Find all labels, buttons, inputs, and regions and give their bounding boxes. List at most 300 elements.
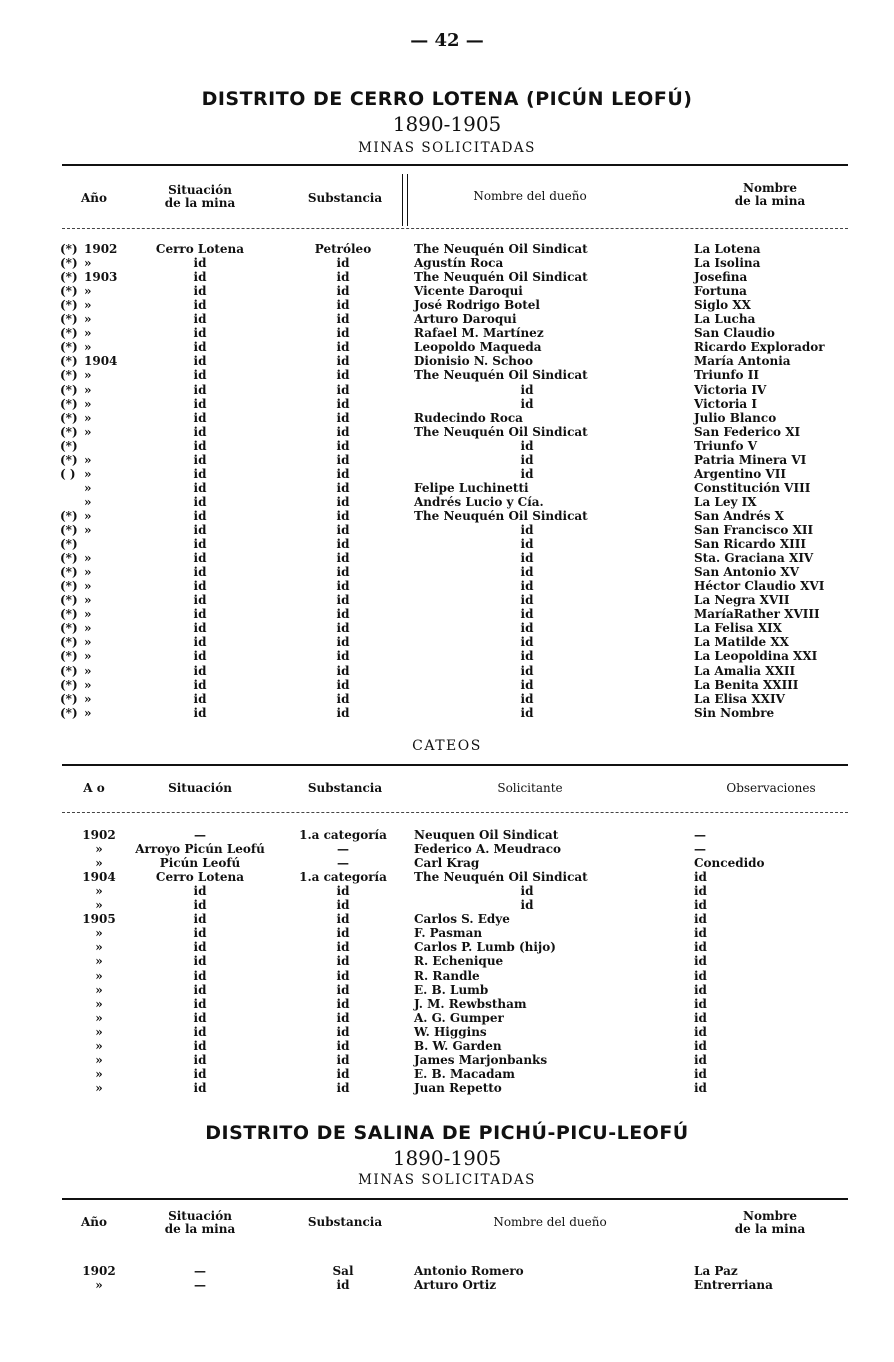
mine-name-cell: San Francisco XII <box>694 523 814 537</box>
situation-cell: id <box>193 326 207 341</box>
situation-cell: id <box>193 1066 207 1081</box>
substance-cell: id <box>336 256 350 271</box>
year-cell: » <box>95 1066 103 1081</box>
table-row <box>0 607 894 621</box>
table-row <box>0 326 894 340</box>
observation-cell: — <box>694 828 706 842</box>
table-row <box>0 523 894 537</box>
situation-cell: id <box>193 1052 207 1067</box>
situation-cell: id <box>193 466 207 481</box>
table-row <box>0 1081 894 1095</box>
situation-cell: id <box>193 621 207 636</box>
table-row <box>0 425 894 439</box>
substance-cell: 1.a categoría <box>299 870 387 885</box>
table-row <box>0 495 894 509</box>
table-top-rule <box>62 164 848 166</box>
mark-cell: (*) <box>60 551 78 566</box>
year-cell: » <box>95 842 103 857</box>
owner-cell: id <box>520 396 534 411</box>
table-row <box>0 537 894 551</box>
mine-name-cell: La Matilde XX <box>694 635 789 650</box>
mark-cell: (*) <box>60 649 78 664</box>
year-cell: » <box>84 663 92 678</box>
situation-cell: id <box>193 940 207 955</box>
substance-cell: id <box>336 663 350 678</box>
owner-cell: id <box>520 382 534 397</box>
mine-name-cell: La Benita XXIII <box>694 677 799 692</box>
substance-cell: id <box>336 410 350 425</box>
situation-cell: id <box>193 256 207 271</box>
owner-cell: Vicente Daroqui <box>414 284 523 299</box>
year-cell: » <box>95 856 103 871</box>
applicant-cell: Carlos S. Edye <box>414 912 510 927</box>
year-cell: » <box>84 340 92 355</box>
observation-cell: id <box>694 1038 707 1053</box>
table-row <box>0 340 894 354</box>
observation-cell: id <box>694 912 707 927</box>
table-row <box>0 997 894 1011</box>
district-2-title: DISTRITO DE SALINA DE PICHÚ-PICU-LEOFÚ <box>205 1122 689 1144</box>
mine-name-cell: La Lotena <box>694 242 761 256</box>
situation-cell: id <box>193 368 207 383</box>
year-cell: » <box>84 579 92 594</box>
situation-cell: id <box>193 1038 207 1053</box>
applicant-cell: R. Randle <box>414 968 480 983</box>
year-cell: » <box>95 940 103 955</box>
situation-cell: id <box>193 396 207 411</box>
substance-cell: id <box>336 284 350 299</box>
situation-cell: id <box>193 968 207 983</box>
owner-cell: id <box>520 677 534 692</box>
owner-cell: Rafael M. Martínez <box>414 326 544 341</box>
observation-cell: id <box>694 1010 707 1025</box>
owner-cell: id <box>520 537 534 552</box>
mark-cell: (*) <box>60 382 78 397</box>
owner-cell: The Neuquén Oil Sindicat <box>414 242 588 256</box>
substance-cell: id <box>336 354 350 369</box>
owner-cell: id <box>520 579 534 594</box>
substance-cell: id <box>336 579 350 594</box>
year-cell: » <box>84 621 92 636</box>
year-cell: 1904 <box>82 870 116 885</box>
situation-cell: id <box>193 649 207 664</box>
owner-cell: Felipe Luchinetti <box>414 480 529 495</box>
substance-cell: id <box>336 593 350 608</box>
table-row <box>0 912 894 926</box>
header-situation: Situación de la mina <box>164 183 236 210</box>
table-row <box>0 579 894 593</box>
table-row <box>0 898 894 912</box>
substance-cell: id <box>336 940 350 955</box>
table-row <box>0 649 894 663</box>
table-row <box>0 411 894 425</box>
situation-cell: id <box>193 340 207 355</box>
cateos-title: CATEOS <box>412 738 482 754</box>
applicant-cell: W. Higgins <box>414 1024 487 1039</box>
applicant-cell: F. Pasman <box>414 926 483 941</box>
mine-name-cell: La Amalia XXII <box>694 663 796 678</box>
situation-cell: id <box>193 270 207 285</box>
table-row <box>0 983 894 997</box>
situation-cell: id <box>193 898 207 913</box>
owner-cell: id <box>520 466 534 481</box>
applicant-cell: id <box>520 884 534 899</box>
situation-cell: id <box>193 523 207 537</box>
substance-cell: id <box>336 565 350 580</box>
substance-cell: id <box>336 551 350 566</box>
situation-cell: id <box>193 452 207 467</box>
year-cell: » <box>95 1024 103 1039</box>
owner-cell: id <box>520 663 534 678</box>
cateos-top-rule <box>62 764 848 766</box>
mark-cell: (*) <box>60 691 78 706</box>
situation-cell: id <box>193 382 207 397</box>
year-cell: » <box>95 1010 103 1025</box>
d2-header-situation: Situación de la mina <box>164 1209 236 1236</box>
header-year: Año <box>80 191 108 205</box>
substance-cell: id <box>336 1066 350 1081</box>
mark-cell: (*) <box>60 635 78 650</box>
mine-name-cell: La Elisa XXIV <box>694 691 785 706</box>
substance-cell: id <box>336 1080 350 1095</box>
substance-cell: id <box>336 466 350 481</box>
owner-cell: Antonio Romero <box>414 1264 524 1278</box>
mark-cell: (*) <box>60 621 78 636</box>
table-row <box>0 870 894 884</box>
situation-cell: id <box>193 312 207 327</box>
year-cell: 1903 <box>84 270 118 285</box>
year-cell: » <box>84 298 92 313</box>
year-cell: » <box>95 968 103 983</box>
mine-name-cell: Héctor Claudio XVI <box>694 579 825 594</box>
situation-cell: id <box>193 565 207 580</box>
owner-cell: id <box>520 523 534 537</box>
situation-cell: — <box>194 1264 206 1278</box>
mark-cell: (*) <box>60 284 78 299</box>
table-row <box>0 1011 894 1025</box>
situation-cell: id <box>193 884 207 899</box>
mark-cell: (*) <box>60 508 78 523</box>
substance-cell: id <box>336 368 350 383</box>
year-cell: » <box>95 982 103 997</box>
observation-cell: id <box>694 1066 707 1081</box>
mine-name-cell: Argentino VII <box>694 466 786 481</box>
owner-cell: id <box>520 705 534 720</box>
table-row <box>0 453 894 467</box>
situation-cell: id <box>193 607 207 622</box>
substance-cell: id <box>336 649 350 664</box>
year-cell: » <box>84 691 92 706</box>
applicant-cell: Carl Krag <box>414 856 480 871</box>
observation-cell: id <box>694 926 707 941</box>
owner-cell: Arturo Ortiz <box>414 1278 497 1293</box>
mark-cell: (*) <box>60 298 78 313</box>
year-cell: 1902 <box>82 1264 116 1278</box>
table-row <box>0 284 894 298</box>
mark-cell: (*) <box>60 523 78 537</box>
cateos-header-observations: Observaciones <box>726 781 816 795</box>
substance-cell: id <box>336 926 350 941</box>
cateos-header-bottom-rule <box>62 812 848 813</box>
year-cell: » <box>84 284 92 299</box>
applicant-cell: J. M. Rewbstham <box>414 996 527 1011</box>
applicant-cell: Juan Repetto <box>414 1080 502 1095</box>
mark-cell: (*) <box>60 663 78 678</box>
table-row <box>0 1278 894 1292</box>
owner-cell: Agustín Roca <box>414 256 504 271</box>
table-row <box>0 397 894 411</box>
situation-cell: id <box>193 982 207 997</box>
mark-cell: (*) <box>60 424 78 439</box>
substance-cell: id <box>336 508 350 523</box>
substance-cell: id <box>336 1278 350 1293</box>
year-cell: » <box>84 480 92 495</box>
table-row <box>0 593 894 607</box>
owner-cell: id <box>520 635 534 650</box>
table-row <box>0 954 894 968</box>
substance-cell: id <box>336 340 350 355</box>
page-number: — 42 — <box>410 30 484 51</box>
mine-name-cell: MaríaRather XVIII <box>694 607 820 622</box>
applicant-cell: E. B. Lumb <box>414 982 489 997</box>
table-row <box>0 368 894 382</box>
observation-cell: id <box>694 1024 707 1039</box>
situation-cell: id <box>193 537 207 552</box>
situation-cell: id <box>193 1010 207 1025</box>
observation-cell: id <box>694 884 707 899</box>
year-cell: » <box>84 677 92 692</box>
mine-name-cell: Sin Nombre <box>694 705 775 720</box>
observation-cell: id <box>694 954 707 969</box>
mark-cell: (*) <box>60 537 78 552</box>
situation-cell: id <box>193 691 207 706</box>
district-2-top-rule <box>62 1198 848 1200</box>
situation-cell: id <box>193 480 207 495</box>
substance-cell: id <box>336 494 350 509</box>
mark-cell: (*) <box>60 340 78 355</box>
mine-name-cell: Josefina <box>694 270 748 285</box>
observation-cell: Concedido <box>694 856 765 871</box>
applicant-cell: Carlos P. Lumb (hijo) <box>414 940 556 955</box>
table-row <box>0 242 894 256</box>
situation-cell: id <box>193 996 207 1011</box>
mark-cell: (*) <box>60 677 78 692</box>
year-cell: » <box>84 466 92 481</box>
d2-header-substance: Substancia <box>307 1215 383 1229</box>
table-row <box>0 312 894 326</box>
year-cell: » <box>95 884 103 899</box>
year-cell: » <box>84 494 92 509</box>
situation-cell: id <box>193 298 207 313</box>
year-cell: » <box>84 396 92 411</box>
observation-cell: id <box>694 940 707 955</box>
year-cell: » <box>95 1080 103 1095</box>
year-cell: » <box>84 565 92 580</box>
header-mine-name: Nombre de la mina <box>734 181 806 208</box>
owner-cell: The Neuquén Oil Sindicat <box>414 368 588 383</box>
owner-cell: Dionisio N. Schoo <box>414 354 534 369</box>
owner-cell: The Neuquén Oil Sindicat <box>414 270 588 285</box>
d2-header-mine-name: Nombre de la mina <box>734 1209 806 1236</box>
year-cell: 1902 <box>82 828 116 842</box>
mark-cell: (*) <box>60 396 78 411</box>
mark-cell: (*) <box>60 354 78 369</box>
mark-cell: (*) <box>60 705 78 720</box>
year-cell: » <box>84 382 92 397</box>
table-row <box>0 298 894 312</box>
table-row <box>0 678 894 692</box>
substance-cell: id <box>336 523 350 537</box>
year-cell: » <box>84 523 92 537</box>
substance-cell: id <box>336 954 350 969</box>
mine-name-cell: San Claudio <box>694 326 775 341</box>
district-2-subtitle: MINAS SOLICITADAS <box>358 1172 536 1188</box>
situation-cell: id <box>193 551 207 566</box>
table-row <box>0 1025 894 1039</box>
situation-cell: — <box>194 828 206 842</box>
table-row <box>0 706 894 720</box>
year-cell: » <box>84 593 92 608</box>
year-cell: » <box>84 705 92 720</box>
mine-name-cell: Siglo XX <box>694 298 751 313</box>
mine-name-cell: La Lucha <box>694 312 756 327</box>
mine-name-cell: La Isolina <box>694 256 761 271</box>
substance-cell: id <box>336 982 350 997</box>
substance-cell: id <box>336 1024 350 1039</box>
table-row <box>0 940 894 954</box>
substance-cell: id <box>336 382 350 397</box>
table-row <box>0 842 894 856</box>
applicant-cell: The Neuquén Oil Sindicat <box>414 870 588 885</box>
table-row <box>0 1264 894 1278</box>
year-cell: » <box>84 368 92 383</box>
district-1-title: DISTRITO DE CERRO LOTENA (PICÚN LEOFÚ) <box>201 88 693 110</box>
substance-cell: id <box>336 691 350 706</box>
table-row <box>0 551 894 565</box>
mine-name-cell: San Ricardo XIII <box>694 537 807 552</box>
substance-cell: id <box>336 705 350 720</box>
table-row <box>0 1053 894 1067</box>
mine-name-cell: La Felisa XIX <box>694 621 782 636</box>
substance-cell: id <box>336 298 350 313</box>
substance-cell: id <box>336 607 350 622</box>
year-cell: » <box>84 649 92 664</box>
table-row <box>0 926 894 940</box>
substance-cell: id <box>336 480 350 495</box>
cateos-header-year: A o <box>83 781 105 795</box>
table-row <box>0 635 894 649</box>
year-cell: » <box>84 424 92 439</box>
mine-name-cell: San Andrés X <box>694 508 784 523</box>
observation-cell: id <box>694 1052 707 1067</box>
mine-name-cell: San Federico XI <box>694 424 801 439</box>
d2-header-owner: Nombre del dueño <box>493 1215 607 1229</box>
owner-cell: id <box>520 438 534 453</box>
table-row <box>0 256 894 270</box>
situation-cell: — <box>194 1278 206 1293</box>
substance-cell: id <box>336 968 350 983</box>
year-cell: » <box>84 256 92 271</box>
observation-cell: — <box>694 842 706 857</box>
situation-cell: id <box>193 954 207 969</box>
substance-cell: id <box>336 396 350 411</box>
mine-name-cell: Patria Minera VI <box>694 452 807 467</box>
year-cell: » <box>84 635 92 650</box>
mark-cell: (*) <box>60 256 78 271</box>
year-cell: » <box>95 926 103 941</box>
mine-name-cell: San Antonio XV <box>694 565 800 580</box>
observation-cell: id <box>694 898 707 913</box>
table-row <box>0 270 894 284</box>
owner-cell: id <box>520 621 534 636</box>
mark-cell: (*) <box>60 312 78 327</box>
substance-cell: id <box>336 326 350 341</box>
situation-cell: Arroyo Picún Leofú <box>135 842 265 857</box>
owner-cell: id <box>520 551 534 566</box>
header-owner: Nombre del dueño <box>473 189 587 203</box>
substance-cell: id <box>336 312 350 327</box>
substance-cell: Sal <box>332 1264 354 1278</box>
mark-cell: (*) <box>60 368 78 383</box>
observation-cell: id <box>694 996 707 1011</box>
applicant-cell: A. G. Gumper <box>414 1010 504 1025</box>
year-cell: 1902 <box>84 242 118 256</box>
mine-name-cell: Ricardo Explorador <box>694 340 825 355</box>
owner-cell: Andrés Lucio y Cía. <box>414 494 544 509</box>
situation-cell: id <box>193 912 207 927</box>
substance-cell: id <box>336 884 350 899</box>
situation-cell: id <box>193 926 207 941</box>
situation-cell: id <box>193 663 207 678</box>
year-cell: » <box>84 326 92 341</box>
situation-cell: id <box>193 593 207 608</box>
mark-cell: (*) <box>60 607 78 622</box>
applicant-cell: R. Echenique <box>414 954 504 969</box>
mine-name-cell: Entrerriana <box>694 1278 773 1293</box>
observation-cell: id <box>694 982 707 997</box>
situation-cell: id <box>193 1024 207 1039</box>
owner-cell: id <box>520 691 534 706</box>
mine-name-cell: Sta. Graciana XIV <box>694 551 814 566</box>
year-cell: » <box>95 1052 103 1067</box>
mine-name-cell: Fortuna <box>694 284 747 299</box>
year-cell: » <box>84 551 92 566</box>
district-1-subtitle: MINAS SOLICITADAS <box>358 140 536 156</box>
owner-cell: id <box>520 607 534 622</box>
owner-cell: The Neuquén Oil Sindicat <box>414 424 588 439</box>
owner-cell: id <box>520 593 534 608</box>
cateos-header-applicant: Solicitante <box>497 781 563 795</box>
year-cell: » <box>95 996 103 1011</box>
substance-cell: — <box>337 842 349 857</box>
situation-cell: id <box>193 494 207 509</box>
year-cell: » <box>84 508 92 523</box>
header-substance: Substancia <box>307 191 383 205</box>
situation-cell: id <box>193 635 207 650</box>
substance-cell: id <box>336 996 350 1011</box>
owner-cell: Arturo Daroqui <box>414 312 517 327</box>
table-row <box>0 692 894 706</box>
situation-cell: Picún Leofú <box>159 856 241 871</box>
situation-cell: Cerro Lotena <box>155 242 245 256</box>
table-row <box>0 1067 894 1081</box>
substance-cell: id <box>336 270 350 285</box>
substance-cell: id <box>336 452 350 467</box>
situation-cell: id <box>193 438 207 453</box>
mark-cell: (*) <box>60 410 78 425</box>
owner-cell: Leopoldo Maqueda <box>414 340 542 355</box>
substance-cell: id <box>336 1010 350 1025</box>
